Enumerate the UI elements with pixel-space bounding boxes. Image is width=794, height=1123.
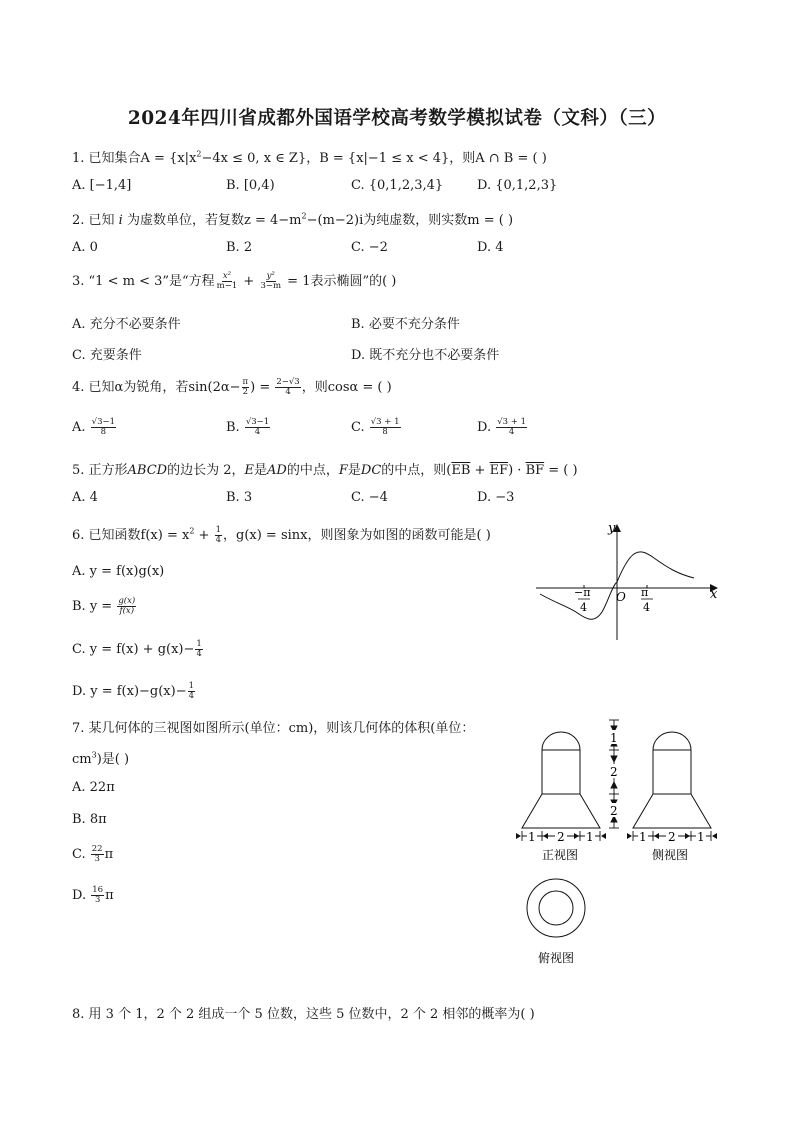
sine-value-fraction: $\frac{2-√3}{4}$	[276, 377, 300, 397]
q6-option-d-fraction: $\frac{1}{4}$	[188, 681, 195, 701]
pos-tick-label-den: 4	[643, 601, 650, 614]
q6-option-b-fraction: $\frac{g(x)}{f(x)}$	[118, 596, 136, 616]
q2-option-c: C. −2	[351, 240, 388, 255]
q4-option-b: B. $\frac{√3-1}{4}$	[226, 417, 270, 437]
pos-tick-label-num: π	[641, 586, 649, 599]
q6-option-b: B. y = $\frac{g(x)}{f(x)}$	[72, 596, 136, 616]
question-8-stem: 8. 用 3 个 1，2 个 2 组成一个 5 位数，这些 5 位数中，2 个 2 相邻的概率为( )	[72, 1007, 535, 1022]
side-dim-3: 1	[697, 830, 705, 844]
q6-option-c: C. y = f(x) + g(x)− $\frac{1}{4}$	[72, 639, 202, 659]
vertical-dim-3: 2	[610, 804, 618, 818]
q1-option-d: D. {0,1,2,3}	[477, 178, 558, 193]
q4-option-d-fraction: $\frac{√3 + 1}{4}$	[497, 417, 526, 437]
q7-option-c-fraction: $\frac{22}{3}$	[91, 844, 103, 864]
q3-option-b: B. 必要不充分条件	[351, 317, 460, 332]
side-dim-1: 1	[639, 830, 647, 844]
origin-label: O	[616, 590, 626, 604]
vector-ef: $\overline{EF}$	[489, 463, 509, 478]
q2-option-b: B. 2	[226, 240, 253, 255]
question-1-stem: 1. 已知集合$A = \{x|x^2-4x \le 0$, x ∈ Z}，B = {x|−1 ≤ x < 4}，则A ∩ B = ( )	[72, 149, 547, 166]
ellipse-fraction-x: $\frac{\text{x²}}{m-1}$	[216, 271, 238, 291]
question-2-stem: 2. 已知 i 为虚数单位，若复数$z = 4-m^2-(m-2)i$为纯虚数，则实数m = ( )	[72, 211, 514, 228]
one-quarter-fraction: $\frac{1}{4}$	[215, 525, 221, 545]
q5-option-a: A. 4	[72, 490, 98, 505]
vertical-dim-1: 1	[610, 731, 618, 745]
front-dim-1: 1	[528, 830, 536, 844]
q4-option-a-fraction: $\frac{√3-1}{8}$	[91, 417, 116, 437]
q1-option-b: B. [0,4)	[226, 178, 275, 193]
front-dim-2: 2	[557, 830, 565, 844]
question-7-stem: 7. 某几何体的三视图如图所示(单位：cm)，则该几何体的体积(单位：	[72, 721, 475, 736]
x-axis-label: x	[710, 587, 718, 602]
side-dim-2: 2	[668, 830, 676, 844]
q5-option-d: D. −3	[477, 490, 515, 505]
q6-option-a: A. y = f(x)g(x)	[72, 564, 165, 579]
three-view-figure	[508, 716, 728, 970]
q7-option-a: A. 22π	[72, 780, 115, 795]
q4-option-b-fraction: $\frac{√3-1}{4}$	[245, 417, 270, 437]
pi-over-2-fraction: $\frac{\pi}{2}$	[242, 377, 249, 397]
q6-option-d: D. y = f(x)−g(x)− $\frac{1}{4}$	[72, 681, 195, 701]
q7-option-b: B. 8π	[72, 812, 107, 827]
q6-option-c-fraction: $\frac{1}{4}$	[196, 639, 202, 659]
top-view	[527, 879, 585, 937]
q4-option-d: D. $\frac{√3 + 1}{4}$	[477, 417, 526, 437]
front-dim-3: 1	[586, 830, 594, 844]
page-title: 2024年四川省成都外国语学校高考数学模拟试卷（文科）（三）	[127, 108, 667, 129]
q4-option-c: C. $\frac{√3 + 1}{8}$	[351, 417, 400, 437]
front-view-label: 正视图	[542, 848, 579, 862]
vector-eb: $\overline{EB}$	[451, 463, 471, 478]
q5-option-c: C. −4	[351, 490, 388, 505]
vector-bf: $\overline{BF}$	[525, 463, 545, 478]
neg-tick-label-num: −π	[574, 586, 591, 599]
q2-option-d: D. 4	[477, 240, 504, 255]
ellipse-fraction-y: $\frac{\text{y²}}{3-m}$	[260, 271, 282, 291]
top-view-label: 俯视图	[538, 951, 575, 965]
front-view	[522, 732, 600, 828]
q7-option-c: C. $\frac{22}{3}$ π	[72, 844, 114, 864]
q7-option-d: D. $\frac{16}{3}$ π	[72, 885, 114, 905]
question-7-stem-cont: $cm^3$)是( )	[72, 750, 130, 767]
question-5-stem: 5. 正方形ABCD的边长为 2，E是AD的中点，F是DC的中点，则$(\overline{EB} + \overline{EF}) \cdot \overline{BF}$ = ( )	[72, 463, 578, 478]
question-3-stem: 3. “1 < m < 3”是“方程 $\frac{\text{x²}}{m-1}$ + $\frac{\text{y²}}{3-m}$ = 1表示椭圆”的( )	[72, 271, 397, 291]
q5-option-b: B. 3	[226, 490, 253, 505]
y-axis-label: y	[608, 521, 616, 536]
side-view	[633, 732, 711, 828]
q3-option-d: D. 既不充分也不必要条件	[351, 348, 500, 363]
q4-option-a: A. $\frac{√3-1}{8}$	[72, 417, 116, 437]
q7-option-d-fraction: $\frac{16}{3}$	[92, 885, 104, 905]
vertical-dim-2: 2	[610, 765, 618, 779]
side-view-label: 侧视图	[652, 848, 689, 862]
q1-option-c: C. {0,1,2,3,4}	[351, 178, 444, 193]
neg-tick-label-den: 4	[580, 601, 587, 614]
q3-option-c: C. 充要条件	[72, 348, 142, 363]
q3-option-a: A. 充分不必要条件	[72, 317, 181, 332]
q4-option-c-fraction: $\frac{√3 + 1}{8}$	[370, 417, 400, 437]
question-4-stem: 4. 已知α为锐角，若sin(2α− $\frac{\pi}{2}$ ) = $\frac{2-√3}{4}$ ，则cosα = ( )	[72, 377, 392, 397]
q2-option-a: A. 0	[72, 240, 98, 255]
question-6-stem: 6. 已知函数$f(x) = x^2$ + $\frac{1}{4}$ ，g(x) = sinx，则图象为如图的函数可能是( )	[72, 525, 491, 545]
q1-option-a: A. [−1,4]	[72, 178, 132, 193]
function-graph-figure	[532, 516, 732, 644]
